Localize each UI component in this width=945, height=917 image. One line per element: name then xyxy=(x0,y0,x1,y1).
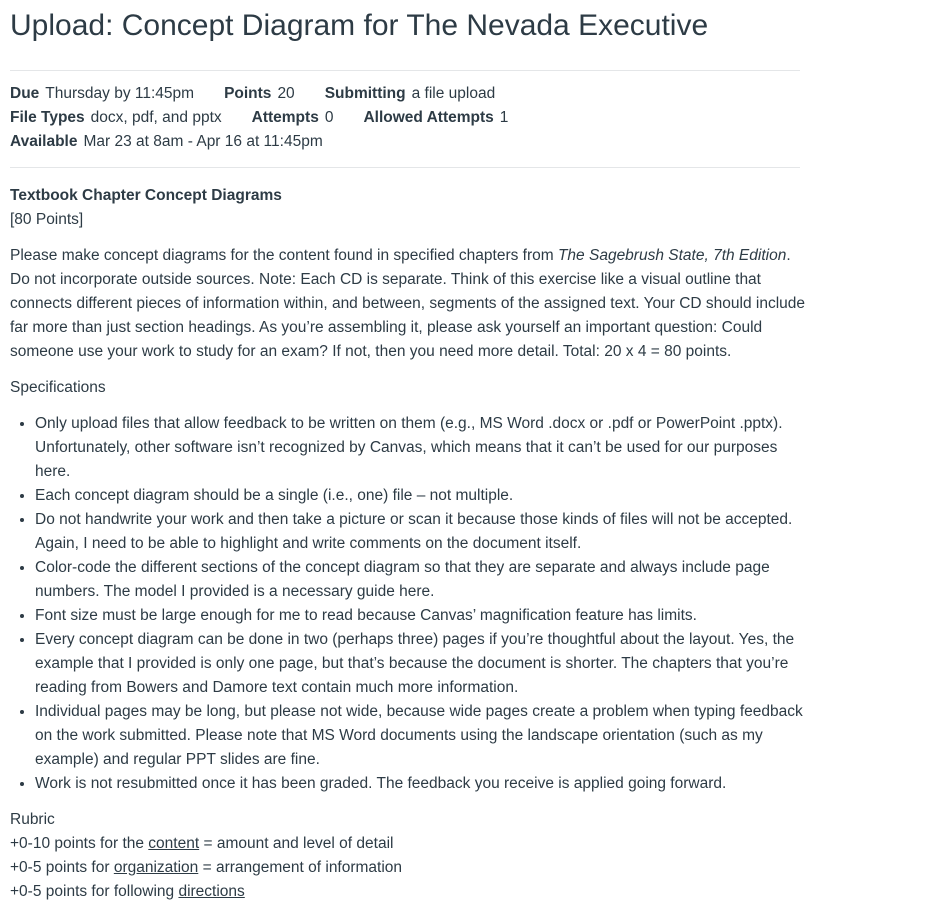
details-row-3 xyxy=(10,130,353,154)
points-note: [80 Points] xyxy=(10,211,84,228)
spec-item: • Each concept diagram should be a single (i.e., one) file – not multiple. xyxy=(35,484,810,508)
due-detail xyxy=(10,82,194,106)
submitting-value: a file upload xyxy=(411,85,496,102)
spec-item: • Every concept diagram can be done in two (perhaps three) pages if you’re thoughtful about the layout. Yes, the example that I provided is only one page, but that’s because the document is shorter. The chapters that you’re reading from Bowers and Damore text contain much more information. xyxy=(35,628,810,700)
rubric-heading: Rubric xyxy=(10,811,55,828)
file-types-value: docx, pdf, and pptx xyxy=(90,109,222,126)
available-value: Mar 23 at 8am - Apr 16 at 11:45pm xyxy=(83,133,323,150)
rubric-item: +0-5 points for following directions xyxy=(10,883,245,900)
spec-item: • Work is not resubmitted once it has been graded. The feedback you receive is applied going forward. xyxy=(35,772,810,796)
rubric-item: +0-10 points for the content = amount and level of detail xyxy=(10,835,394,852)
details-row-1 xyxy=(10,82,525,106)
submitting-label: Submitting xyxy=(324,85,406,102)
points-value: 20 xyxy=(277,85,295,102)
allowed-attempts-value: 1 xyxy=(499,109,509,126)
description-heading: Textbook Chapter Concept Diagrams xyxy=(10,187,282,204)
rubric-keyword: organization xyxy=(113,859,199,876)
rubric-keyword: content xyxy=(148,835,200,852)
intro-paragraph xyxy=(10,244,810,364)
intro-text-start: Please make concept diagrams for the content found in specified chapters from xyxy=(10,247,558,264)
attempts-detail xyxy=(252,106,334,130)
divider-top xyxy=(10,70,800,71)
points-label: Points xyxy=(224,85,272,102)
due-value: Thursday by 11:45pm xyxy=(45,85,195,102)
attempts-label: Attempts xyxy=(251,109,319,126)
submitting-detail xyxy=(325,82,496,106)
specifications-list xyxy=(10,412,810,796)
book-title: The Sagebrush State, 7th Edition xyxy=(557,247,787,264)
spec-item: • Only upload files that allow feedback to be written on them (e.g., MS Word .docx or .pdf or PowerPoint .pptx). Unfortunately, other software isn’t recognized by Canvas, which means that it can’t be used for our purposes here. xyxy=(35,412,810,484)
allowed-attempts-label: Allowed Attempts xyxy=(363,109,494,126)
assignment-title: Upload: Concept Diagram for The Nevada Executive xyxy=(10,9,709,42)
assignment-description xyxy=(10,184,810,904)
divider-bottom xyxy=(10,167,800,168)
spec-item: • Font size must be large enough for me to read because Canvas’ magnification feature has limits. xyxy=(35,604,810,628)
intro-text-end: . Do not incorporate outside sources. Note: Each CD is separate. Think of this exercise like a visual outline that connects different pieces of information within, and between, segments of the assigned text. Your CD should include far more than just section headings. As you’re assembling it, please ask yourself an important question: Could someone use your work to study for an exam? If not, then you need more detail. Total: 20 x 4 = 80 points. xyxy=(10,247,806,360)
due-label: Due xyxy=(10,85,40,102)
file-types-label: File Types xyxy=(10,109,85,126)
available-label: Available xyxy=(10,133,78,150)
file-types-detail xyxy=(10,106,222,130)
rubric-item: +0-5 points for organization = arrangement of information xyxy=(10,859,403,876)
allowed-attempts-detail xyxy=(363,106,508,130)
available-detail xyxy=(10,130,323,154)
rubric-keyword: directions xyxy=(178,883,245,900)
details-row-2 xyxy=(10,106,538,130)
attempts-value: 0 xyxy=(324,109,334,126)
specifications-heading: Specifications xyxy=(10,379,106,396)
points-detail xyxy=(224,82,295,106)
spec-item: • Do not handwrite your work and then take a picture or scan it because those kinds of files will not be accepted. Again, I need to be able to highlight and write comments on the document itself. xyxy=(35,508,810,556)
spec-item: • Individual pages may be long, but please not wide, because wide pages create a problem when typing feedback on the work submitted. Please note that MS Word documents using the landscape orientation (such as my example) and regular PPT slides are fine. xyxy=(35,700,810,772)
spec-item: • Color-code the different sections of the concept diagram so that they are separate and always include page numbers. The model I provided is a necessary guide here. xyxy=(35,556,810,604)
